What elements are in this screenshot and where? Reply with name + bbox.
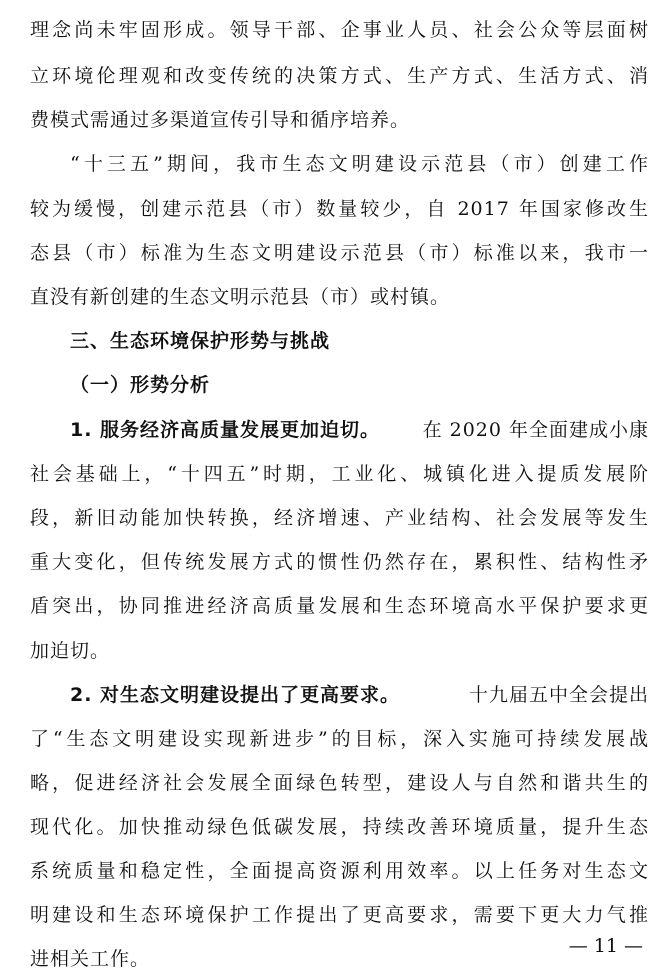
paragraph-line: 态县（市）标准为生态文明建设示范县（市）标准以来，我市一	[30, 242, 649, 264]
paragraph-line: 费模式需通过多渠道宣传引导和循序培养。	[30, 109, 411, 131]
paragraph-line: 立环境伦理观和改变传统的决策方式、生产方式、生活方式、消	[30, 65, 649, 87]
paragraph-line: 段，新旧动能加快转换，经济增速、产业结构、社会发展等发生	[30, 507, 649, 529]
item-text: 在 2020 年全面建成小康	[422, 419, 649, 441]
paragraph-line: “十三五”期间，我市生态文明建设示范县（市）创建工作	[70, 153, 649, 175]
paragraph-line: 盾突出，协同推进经济高质量发展和生态环境高水平保护要求更	[30, 595, 649, 617]
item-title: 2. 对生态文明建设提出了更高要求。	[70, 684, 401, 706]
section-heading: 三、生态环境保护形势与挑战	[70, 330, 331, 352]
item-first-line	[70, 683, 649, 707]
paragraph-line: 进相关工作。	[30, 948, 151, 970]
item-title: 1. 服务经济高质量发展更加迫切。	[70, 419, 381, 441]
sub-heading: （一）形势分析	[70, 374, 211, 396]
paragraph-line: 加迫切。	[30, 640, 111, 662]
paragraph-line: 理念尚未牢固形成。领导干部、企事业人员、社会公众等层面树	[30, 19, 649, 41]
paragraph-line: 明建设和生态环境保护工作提出了更高要求，需要下更大力气推	[30, 904, 649, 926]
page-number: — 11 —	[568, 935, 643, 957]
item-text: 十九届五中全会提出	[468, 684, 649, 706]
paragraph-line: 系统质量和稳定性，全面提高资源利用效率。以上任务对生态文	[30, 860, 649, 882]
paragraph-line: 直没有新创建的生态文明示范县（市）或村镇。	[30, 286, 451, 308]
paragraph-line: 现代化。加快推动绿色低碳发展，持续改善环境质量，提升生态	[30, 816, 649, 838]
paragraph-line: 了“生态文明建设实现新进步”的目标，深入实施可持续发展战	[30, 728, 649, 750]
paragraph-line: 较为缓慢，创建示范县（市）数量较少，自 2017 年国家修改生	[30, 198, 649, 220]
item-first-line	[70, 418, 649, 442]
paragraph-line: 略，促进经济社会发展全面绿色转型，建设人与自然和谐共生的	[30, 772, 649, 794]
paragraph-line: 重大变化，但传统发展方式的惯性仍然存在，累积性、结构性矛	[30, 551, 649, 573]
paragraph-line: 社会基础上，“十四五”时期，工业化、城镇化进入提质发展阶	[30, 463, 649, 485]
